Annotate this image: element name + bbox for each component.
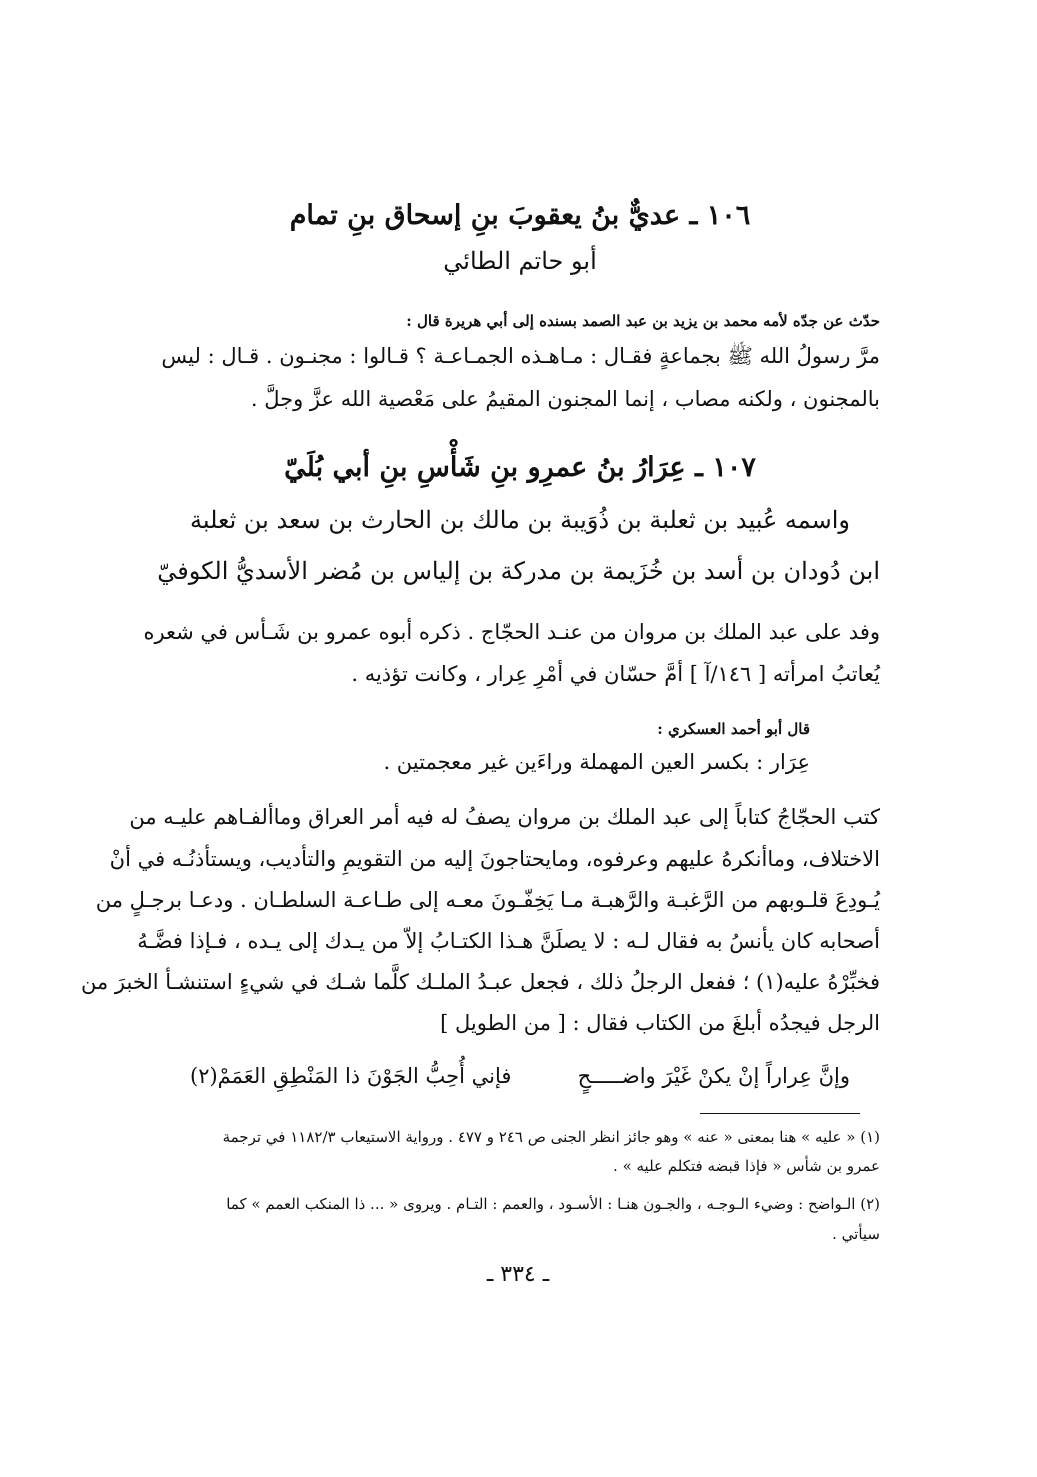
entry-107-para-2-line-2: الاختلاف، وماأنكرهُ عليهم وعرفوه، ومايحتاجونَ إليه من التقويمِ والتأديب، ويستأذنُـه في أنْ: [109, 847, 880, 871]
entry-106-text-line-1: مرَّ رسولُ الله ﷺ بجماعةٍ فقـال : مـاهـذه الجمـاعـة ؟ قـالوا : مجنـون . قـال : ليس: [161, 344, 880, 368]
footnote-1-line-2: عمرو بن شأس « فإذا قبضه فتكلم عليه » .: [613, 1157, 880, 1175]
entry-107-para-2-line-5: فخبِّرْهُ عليه(١) ؛ ففعل الرجلُ ذلك ، فجعل عبـدُ الملـك كلَّما شـك في شيءٍ استنشـأ الخبرَ من: [80, 970, 880, 994]
footnote-2-line-1: (٢) الـواضح : وضيء الـوجـه ، والجـون هنـا : الأسـود ، والعمم : التـام . ويروى « ... ذا المنكب العمم » كما: [226, 1195, 880, 1213]
askari-text: عِرَار : بكسر العين المهملة وراءَين غير معجمتين .: [383, 750, 810, 774]
entry-106-title: ١٠٦ ـ عديٌّ بنُ يعقوبَ بنِ إسحاق بنِ تمام: [289, 200, 751, 231]
poem-verse: [190, 1064, 850, 1104]
entry-107-para-2-line-3: يُـودِعَ قلـوبهم من الرَّغبـة والرَّهبـة مـا يَخِفّـونَ معـه إلى طـاعـة السلطـان . ودعـا برجـلٍ من: [95, 888, 880, 912]
footnote-1-line-1: (١) « عليه » هنا بمعنى « عنه » وهو جائز انظر الجنى ص ٢٤٦ و ٤٧٧ . ورواية الاستيعاب ١١٨٢/٣ في ترجمة: [222, 1128, 880, 1146]
entry-107-lineage-line-1: واسمه عُبيد بن ثعلبة بن ذُوَيبة بن مالك بن الحارث بن سعد بن ثعلبة: [189, 506, 851, 534]
entry-107-para-2-line-4: أصحابه كان يأنسُ به فقال لـه : لا يصلَنَّ هـذا الكتـابُ إلاّ من يـدك إلى يـده ، فـإذا فضَّـهُ: [137, 929, 880, 953]
entry-107-title: ١٠٧ ـ عِرَارُ بنُ عمرِو بنِ شَأْسِ بنِ أبي بُلَيّ: [284, 452, 756, 483]
entry-107-para-1-line-1: وفد على عبد الملك بن مروان من عنـد الحجّاج . ذكره أبوه عمرو بن شَـأس في شعره: [143, 620, 880, 644]
entry-106-text-line-2: بالمجنون ، ولكنه مصاب ، إنما المجنون المقيمُ على مَعْصية الله عزَّ وجلَّ .: [250, 387, 880, 411]
askari-label: قال أبو أحمد العسكري :: [657, 720, 810, 738]
entry-107-lineage-line-2: ابن دُودان بن أسد بن خُزَيمة بن مدركة بن إلياس بن مُضر الأسديُّ الكوفيّ: [157, 557, 880, 585]
entry-106-isnad: حدّث عن جدّه لأمه محمد بن يزيد بن عبد الصمد بسنده إلى أبي هريرة قال :: [406, 312, 880, 330]
footnote-2-line-2: سيأتي .: [832, 1225, 880, 1243]
page-number: ـ ٣٣٤ ـ: [486, 1262, 550, 1287]
entry-106-kunya: أبو حاتم الطائي: [443, 247, 597, 275]
entry-107-para-2-line-6: الرجل فيجدُه أبلغَ من الكتاب فقال : [ من الطويل ]: [440, 1011, 880, 1035]
poem-hemistich-1: وإنَّ عِراراً إنْ يكنْ غَيْرَ واضـــــحٍ: [577, 1064, 850, 1088]
poem-hemistich-2: فإني أُحِبُّ الجَوْنَ ذا المَنْطِقِ العَمَمْ(٢): [190, 1064, 512, 1088]
entry-107-para-1-line-2: يُعاتبُ امرأته [ ١٤٦/آ ] أمَّ حسّان في أمْرِ عِرار ، وكانت تؤذيه .: [351, 662, 880, 686]
footnote-divider: [700, 1113, 860, 1114]
entry-107-para-2-line-1: كتب الحجّاجُ كتاباً إلى عبد الملك بن مروان يصفُ له فيه أمر العراق وماألفـاهم عليـه من: [129, 805, 880, 829]
